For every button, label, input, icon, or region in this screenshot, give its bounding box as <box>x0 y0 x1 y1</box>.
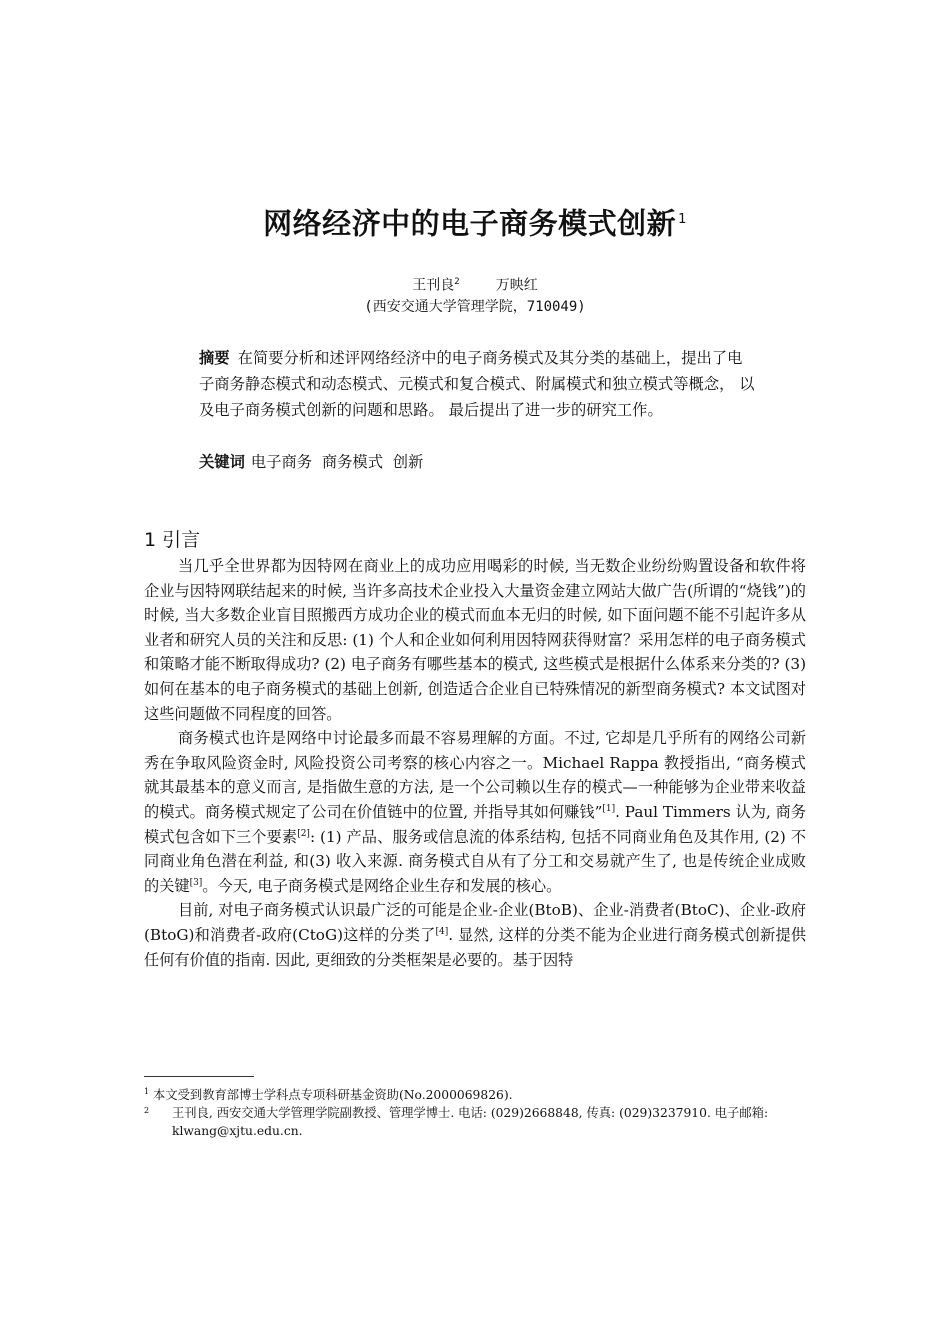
abstract-text: 在简要分析和述评网络经济中的电子商务模式及其分类的基础上，提出了电子商务静态模式和动态模式、元模式和复合模式、附属模式和独立模式等概念， 以及电子商务模式创新的问题和思路。 最后提出了进一步的研究工作。 <box>199 349 755 419</box>
citation-3: [3] <box>189 877 203 888</box>
paragraph-2-part-a: 商务模式也许是网络中讨论最多而最不容易理解的方面。不过, 它却是几乎所有的网络公司新秀在争取风险资金时, 风险投资公司考察的核心内容之一。Michael Rappa 教授指出, “商务模式就其最基本的意义而言, 是指做生意的方法, 是一个公司赖以生存的模式—一种能够为企业带来收益的模式。商务模式规定了公司在价值链中的位置, 并指导其如何赚钱” <box>144 729 806 821</box>
footnote-2-text: 王刊良, 西安交通大学管理学院副教授、管理学博士. 电话: (029)2668848, 传真: (029)3237910. 电子邮箱: klwang@xjtu.edu.cn. <box>172 1106 769 1139</box>
abstract <box>199 345 757 423</box>
paragraph-3-part-b: . 显然, 这样的分类不能为企业进行商务模式创新提供任何有价值的指南. 因此, 更细致的分类框架是必要的。基于因特 <box>144 925 807 969</box>
paragraph-3-part-a: 目前, 对电子商务模式认识最广泛的可能是企业-企业(BtoB)、企业-消费者(BtoC)、企业-政府(BtoG)和消费者-政府(CtoG)这样的分类了 <box>144 901 806 944</box>
paragraph-2-part-d: 。今天, 电子商务模式是网络企业生存和发展的核心。 <box>202 876 562 895</box>
footnote-1 <box>144 1083 806 1104</box>
paragraph-1: 当几乎全世界都为因特网在商业上的成功应用喝彩的时候, 当无数企业纷纷购置设备和软件将企业与因特网联结起来的时候, 当许多高技术企业投入大量资金建立网站大做广告(所谓的“烧钱”)的时候, 当大多数企业盲目照搬西方成功企业的模式而血本无归的时候, 如下面问题不能不引起许多从业者和研究人员的关注和反思: (1) 个人和企业如何利用因特网获得财富？采用怎样的电子商务模式和策略才能不断取得成功? (2) 电子商务有哪些基本的模式, 这些模式是根据什么体系来分类的? (3) 如何在基本的电子商务模式的基础上创新, 创造适合企业自已特殊情况的新型商务模式? 本文试图对这些问题做不同程度的回答。 <box>144 557 806 723</box>
footnote-1-mark: 1 <box>144 1087 150 1096</box>
title-footnote-mark: 1 <box>678 212 687 227</box>
author-second: 万映红 <box>495 277 538 294</box>
keywords-label: 关键词 <box>199 453 245 471</box>
citation-4: [4] <box>435 926 449 937</box>
author-line <box>0 271 950 297</box>
footnote-2-mark: 2 <box>144 1106 150 1116</box>
abstract-label: 摘要 <box>199 349 230 367</box>
paper-title <box>0 198 950 246</box>
footnotes <box>144 1083 806 1140</box>
author-first: 王刊良 <box>412 277 455 294</box>
affiliation: (西安交通大学管理学院，710049) <box>364 299 586 315</box>
paragraph-2-part-b: . Paul Timmers 认为, 商务模式包含如下三个要素 <box>144 802 807 846</box>
paper-title-text: 网络经济中的电子商务模式创新 <box>263 206 677 241</box>
footnote-1-text: 本文受到教育部博士学科点专项科研基金资助(No.2000069826). <box>153 1088 513 1103</box>
section-heading: 1 引言 <box>144 529 201 551</box>
paragraph-2 <box>144 726 806 898</box>
footnote-divider <box>144 1076 254 1077</box>
body-text <box>144 554 806 972</box>
paragraph-2-part-c: : (1) 产品、服务或信息流的体系结构, 包括不同商业角色及其作用, (2) 不同商业角色潜在利益, 和(3) 收入来源. 商务模式自从有了分工和交易就产生了, 也是传统企业成败的关键 <box>144 827 807 895</box>
keywords-text: 电子商务 商务模式 创新 <box>250 453 424 471</box>
citation-2: [2] <box>297 828 310 839</box>
footnote-2 <box>144 1104 806 1140</box>
keywords <box>199 449 757 475</box>
paragraph-3 <box>144 898 806 972</box>
author-footnote-mark: 2 <box>454 277 460 287</box>
citation-1: [1] <box>602 803 616 814</box>
